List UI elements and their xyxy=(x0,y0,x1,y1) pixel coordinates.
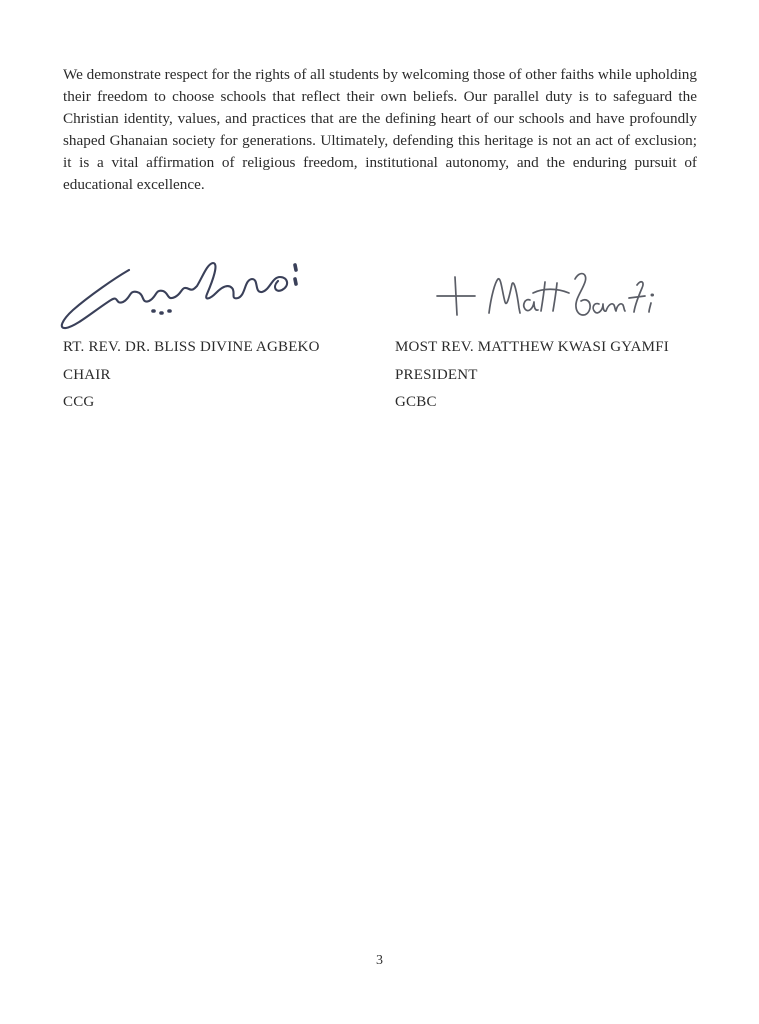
gyamfi-cross-handwritten-signature-icon xyxy=(395,246,697,334)
agbeko-handwritten-signature-icon xyxy=(63,246,395,334)
signatory-title: PRESIDENT xyxy=(395,366,478,383)
page-number: 3 xyxy=(376,953,383,968)
signature-block-chair xyxy=(63,246,395,417)
signatory-name: RT. REV. DR. BLISS DIVINE AGBEKO xyxy=(63,339,320,355)
signatory-organization: GCBC xyxy=(395,394,437,411)
signatory-name: MOST REV. MATTHEW KWASI GYAMFI xyxy=(395,339,669,355)
signatory-organization: CCG xyxy=(63,394,95,411)
signature-block-president xyxy=(395,246,697,417)
signature-row xyxy=(63,246,697,417)
agbeko-signature-svg xyxy=(57,250,302,334)
signatory-title: CHAIR xyxy=(63,366,111,383)
body-paragraph: We demonstrate respect for the rights of all students by welcoming those of other faiths while upholding their freedom to choose schools that reflect their own beliefs. Our parallel duty is to safeguard the Christian identity, values, and practices that are the defining heart of our schools and have profoundly shaped Ghanaian society for generations. Ultimately, defending this heritage is not an act of exclusion; it is a vital affirmation of religious freedom, institutional autonomy, and the enduring pursuit of educational excellence. xyxy=(63,66,697,193)
gyamfi-signature-svg xyxy=(429,267,655,327)
